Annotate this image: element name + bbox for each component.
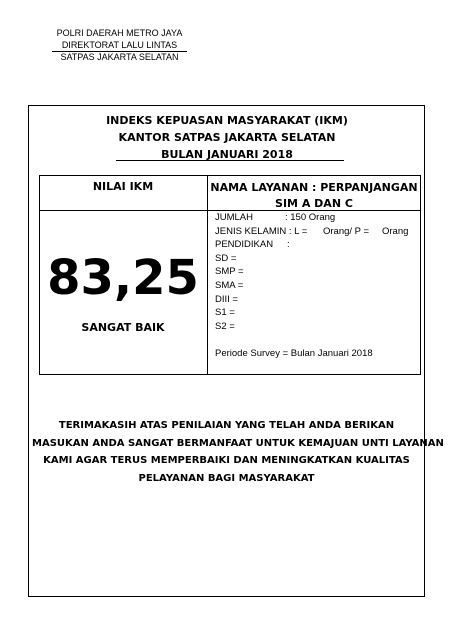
nama-layanan-header [207, 180, 421, 212]
survey-details [215, 211, 419, 361]
ikm-score: 83,25 [47, 250, 199, 306]
s1-row: S1 = [215, 307, 235, 319]
nilai-ikm-header: NILAI IKM [92, 180, 154, 193]
letterhead-line3: SATPAS JAKARTA SELATAN [60, 52, 179, 62]
report-title [100, 112, 354, 163]
message-line4: PELAYANAN BAGI MASYARAKAT [138, 472, 315, 484]
title-underline [116, 160, 344, 161]
pendidikan-row [215, 238, 419, 252]
jenis-kelamin-row [215, 225, 419, 239]
sma-row: SMA = [215, 279, 244, 291]
jumlah-label: JUMLAH [215, 212, 254, 223]
pendidikan-colon: : [287, 239, 290, 251]
letterhead [52, 28, 187, 64]
jenis-kelamin-orang-p: Orang [382, 225, 409, 237]
pendidikan-label: PENDIDIKAN [215, 239, 274, 251]
jenis-kelamin-orang-l: Orang/ P = [323, 225, 370, 237]
jumlah-value: : 150 Orang [285, 212, 336, 223]
periode-survey: Periode Survey = Bulan Januari 2018 [215, 347, 373, 359]
letterhead-line2: DIREKTORAT LALU LINTAS [52, 40, 187, 53]
title-line2: KANTOR SATPAS JAKARTA SELATAN [118, 131, 336, 144]
smp-row: SMP = [215, 266, 244, 278]
letterhead-line1: POLRI DAERAH METRO JAYA [56, 28, 183, 38]
message-line3: KAMI AGAR TERUS MEMPERBAIKI DAN MENINGKATKAN KUALITAS [43, 455, 410, 466]
title-line1: INDEKS KEPUASAN MASYARAKAT (IKM) [106, 114, 348, 127]
jumlah-row [215, 211, 419, 225]
s2-row: S2 = [215, 320, 235, 332]
details-spacer [215, 333, 419, 347]
thank-you-message [32, 417, 444, 487]
message-line2: MASUKAN ANDA SANGAT BERMANFAAT UNTUK KEMAJUAN UNTI LAYANAN [32, 437, 444, 449]
sd-row: SD = [215, 252, 237, 264]
jenis-kelamin-label: JENIS KELAMIN : L = [215, 225, 308, 237]
ikm-rating: SANGAT BAIK [81, 321, 165, 334]
title-line3: BULAN JANUARI 2018 [161, 148, 293, 161]
diii-row: DIII = [215, 293, 238, 305]
nama-layanan-line2: SIM A DAN C [275, 197, 353, 210]
message-line1: TERIMAKASIH ATAS PENILAIAN YANG TELAH ANDA BERIKAN [58, 420, 395, 431]
nama-layanan-line1: NAMA LAYANAN : PERPANJANGAN [210, 181, 418, 194]
